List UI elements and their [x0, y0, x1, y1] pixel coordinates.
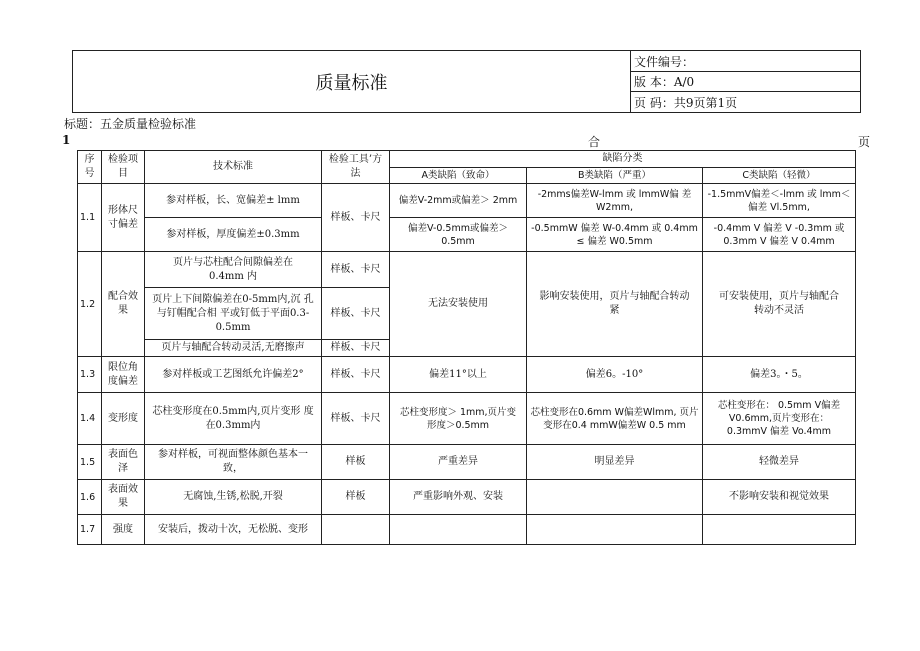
row-1-2-b: 影响安装使用，页片与轴配合转动 紧: [527, 252, 703, 357]
row-1-5-item: 表面色 泽: [102, 445, 145, 480]
head-seq: 序 号: [78, 151, 102, 184]
document-title: 质量标准: [73, 51, 631, 113]
subject-title: 标题：五金质量检验标准: [64, 117, 197, 131]
inspection-table: [77, 150, 856, 545]
row-1-5-c: 轻微差异: [703, 445, 856, 480]
head-defect: 缺陷分类: [390, 151, 856, 168]
head-a: A类缺陷（致命）: [390, 168, 527, 184]
row-1-2-a: 无法安装使用: [390, 252, 527, 357]
page-line-right: 页: [858, 135, 871, 149]
row-1-3-item: 限位角 度偏差: [102, 357, 145, 393]
row-1-3-std: 参对样板或工艺图纸允许偏差2°: [145, 357, 322, 393]
row-1-6-a: 严重影响外观、安装: [390, 480, 527, 515]
row-1-2-no: 1.2: [78, 252, 102, 357]
row-1-1-a-1: 偏差V-2mm或偏差＞ 2mm: [390, 184, 527, 218]
row-1-3-b: 偏差6。-10°: [527, 357, 703, 393]
row-1-2-item: 配合效 果: [102, 252, 145, 357]
row-1-4-std: 芯柱变形度在0.5mm内,页片变形 度 在0.3mm内: [145, 393, 322, 445]
row-1-7-c: [703, 515, 856, 545]
row-1-2-c: 可安装使用，页片与轴配合 转动不灵活: [703, 252, 856, 357]
row-1-2-tool-2: 样板、卡尺: [322, 288, 390, 340]
row-1-1-b-2: -0.5mmW 偏差 W-0.4mm 或 0.4mm ≤ 偏差 W0.5mm: [527, 218, 703, 252]
row-1-6-std: 无腐蚀,生锈,松脱,开裂: [145, 480, 322, 515]
row-1-6-b: [527, 480, 703, 515]
row-1-4-c: 芯柱变形在： 0.5mm V偏差 V0.6mm,页片变形在： 0.3mmV 偏差 Vo.4mm: [703, 393, 856, 445]
row-1-4-no: 1.4: [78, 393, 102, 445]
row-1-6-item: 表面效 果: [102, 480, 145, 515]
row-1-5-a: 严重差异: [390, 445, 527, 480]
row-1-6-c: 不影响安装和视觉效果: [703, 480, 856, 515]
row-1-1-item: 形体尺 寸偏差: [102, 184, 145, 252]
row-1-2-std-2: 页片上下间隙偏差在0-5mm内,沉 孔 与钉帽配合相 平或钉低于平面0.3- 0.5mm: [145, 288, 322, 340]
row-1-3-tool: 样板、卡尺: [322, 357, 390, 393]
row-1-4-item: 变形度: [102, 393, 145, 445]
row-1-2-tool-1: 样板、卡尺: [322, 252, 390, 288]
row-1-7-no: 1.7: [78, 515, 102, 545]
head-b: B类缺陷（严重）: [527, 168, 703, 184]
row-1-4-b: 芯柱变形在0.6mm W偏差Wlmm, 页片 变形在0.4 mmW偏差W 0.5 mm: [527, 393, 703, 445]
row-1-4-tool: 样板、卡尺: [322, 393, 390, 445]
head-tool: 检验工具’方 法: [322, 151, 390, 184]
row-1-2-std-1: 页片与芯柱配合间隙偏差在 0.4mm 内: [145, 252, 322, 288]
row-1-1-a-2: 偏差V-0.5mm或偏差＞ 0.5mm: [390, 218, 527, 252]
page-line-center: 合: [588, 135, 601, 149]
document-version: 版 本：A/0: [631, 72, 861, 92]
row-1-7-b: [527, 515, 703, 545]
document-number: 文件编号：: [631, 51, 861, 72]
row-1-2-std-3: 页片与轴配合转动灵活,无磨擦声: [145, 340, 322, 357]
row-1-1-std-1: 参对样板，长、宽偏差± lmm: [145, 184, 322, 218]
row-1-7-std: 安装后，拨动十次，无松脱、变形: [145, 515, 322, 545]
row-1-2-tool-3: 样板、卡尺: [322, 340, 390, 357]
row-1-4-a: 芯柱变形度＞ 1mm,页片变 形度＞0.5mm: [390, 393, 527, 445]
page-line-left: 1: [62, 133, 71, 147]
row-1-7-a: [390, 515, 527, 545]
row-1-1-no: 1.1: [78, 184, 102, 252]
row-1-7-tool: [322, 515, 390, 545]
row-1-5-b: 明显差异: [527, 445, 703, 480]
row-1-5-no: 1.5: [78, 445, 102, 480]
document-page: 页 码：共9页第1页: [631, 92, 861, 113]
row-1-1-tool: 样板、卡尺: [322, 184, 390, 252]
row-1-1-std-2: 参对样板，厚度偏差±0.3mm: [145, 218, 322, 252]
row-1-7-item: 强度: [102, 515, 145, 545]
row-1-6-no: 1.6: [78, 480, 102, 515]
row-1-6-tool: 样板: [322, 480, 390, 515]
row-1-3-no: 1.3: [78, 357, 102, 393]
head-standard: 技术标准: [145, 151, 322, 184]
row-1-5-std: 参对样板，可视面整体颜色基本一 致，: [145, 445, 322, 480]
row-1-1-c-1: -1.5mmV偏差＜-lmm 或 lmm＜ 偏差 Vl.5mm,: [703, 184, 856, 218]
head-c: C类缺陷（轻微）: [703, 168, 856, 184]
row-1-1-b-1: -2mms偏差W-lmm 或 lmmW偏 差 W2mm,: [527, 184, 703, 218]
row-1-3-c: 偏差3。・5。: [703, 357, 856, 393]
row-1-1-c-2: -0.4mm V 偏差 V -0.3mm 或 0.3mm V 偏差 V 0.4mm: [703, 218, 856, 252]
row-1-3-a: 偏差11°以上: [390, 357, 527, 393]
head-item: 检验项 目: [102, 151, 145, 184]
document-header: [72, 50, 861, 113]
row-1-5-tool: 样板: [322, 445, 390, 480]
